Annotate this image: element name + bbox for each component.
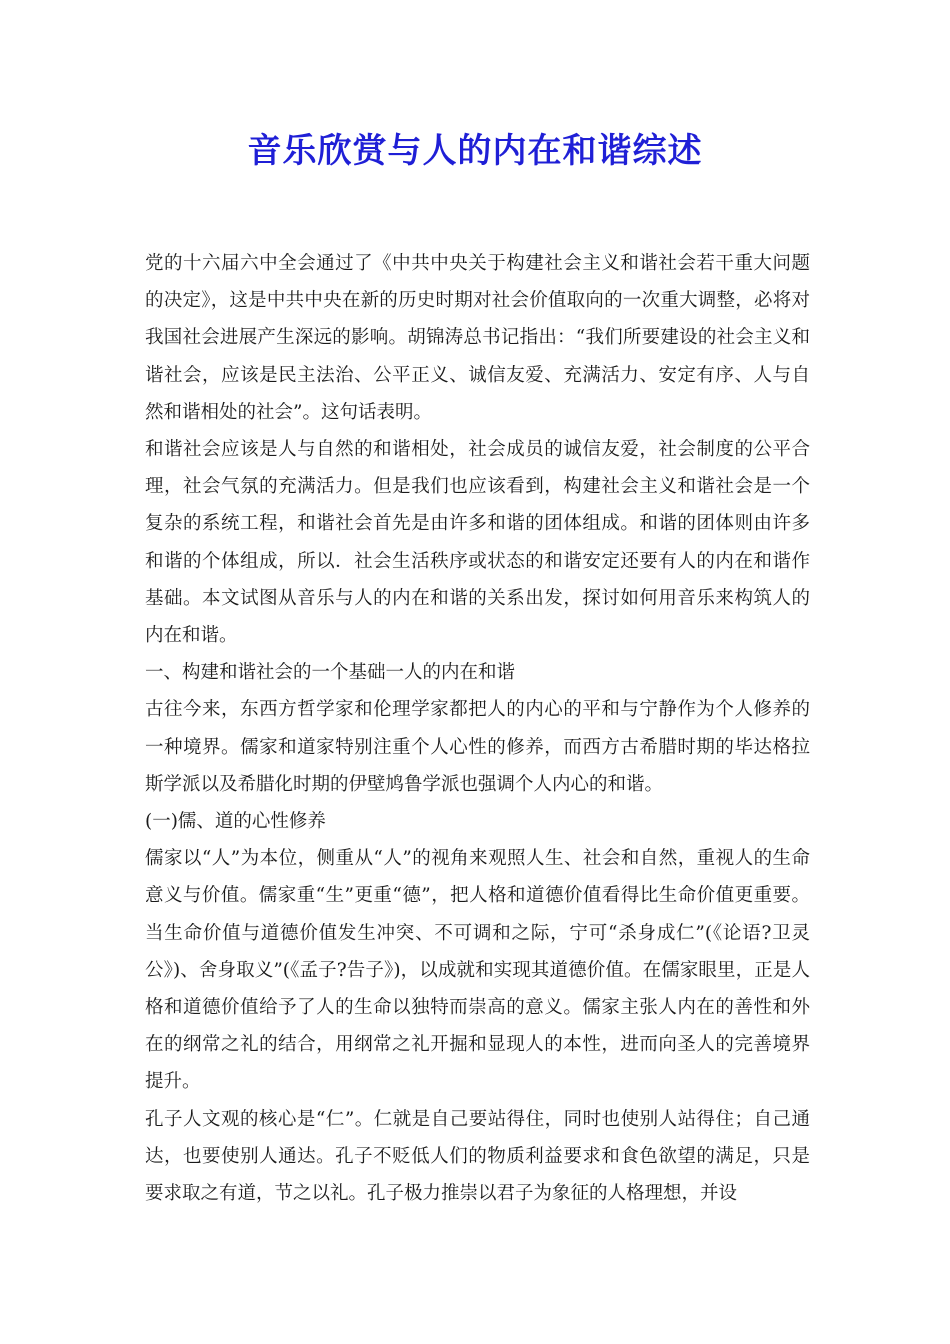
paragraph: 党的十六届六中全会通过了《中共中央关于构建社会主义和谐社会若干重大问题的决定》，这是中共中央在新的历史时期对社会价值取向的一次重大调整，必将对我国社会进展产生深远的影响。胡锦涛总书记指出：“我们所要建设的社会主义和谐社会，应该是民主法治、公平正义、诚信友爱、充满活力、安定有序、人与自然和谐相处的社会”。这句话表明。 bbox=[145, 253, 810, 423]
subsection-heading: (一)儒、道的心性修养 bbox=[145, 811, 326, 833]
paragraph: 古往今来，东西方哲学家和伦理学家都把人的内心的平和与宁静作为个人修养的一种境界。儒家和道家特别注重个人心性的修养，而西方古希腊时期的毕达格拉斯学派以及希腊化时期的伊壁鸠鲁学派也强调个人内心的和谐。 bbox=[145, 699, 810, 795]
paragraph: 孔子人文观的核心是“仁”。仁就是自己要站得住，同时也使别人站得住；自己通达，也要使别人通达。孔子不贬低人们的物质利益要求和食色欲望的满足，只是要求取之有道，节之以礼。孔子极力推崇以君子为象征的人格理想，并设 bbox=[145, 1108, 810, 1205]
paragraph: 儒家以“人”为本位，侧重从“人”的视角来观照人生、社会和自然，重视人的生命意义与价值。儒家重“生”更重“德”，把人格和道德价值看得比生命价值更重要。当生命价值与道德价值发生冲突、不可调和之际，宁可“杀身成仁”(《论语?卫灵公》)、舍身取义”(《孟子?告子》)，以成就和实现其道德价值。在儒家眼里，正是人格和道德价值给予了人的生命以独特而崇高的意义。儒家主张人内在的善性和外在的纲常之礼的结合，用纲常之礼开掘和显现人的本性，进而向圣人的完善境界提升。 bbox=[145, 848, 810, 1093]
paragraph: 和谐社会应该是人与自然的和谐相处，社会成员的诚信友爱，社会制度的公平合理，社会气氛的充满活力。但是我们也应该看到，构建社会主义和谐社会是一个复杂的系统工程，和谐社会首先是由许多和谐的团体组成。和谐的团体则由许多和谐的个体组成，所以．社会生活秩序或状态的和谐安定还要有人的内在和谐作基础。本文试图从音乐与人的内在和谐的关系出发，探讨如何用音乐来构筑人的内在和谐。 bbox=[145, 439, 810, 647]
document-title: 音乐欣赏与人的内在和谐综述 bbox=[247, 131, 703, 171]
section-heading: 一、构建和谐社会的一个基础一人的内在和谐 bbox=[145, 662, 516, 684]
document-body bbox=[145, 245, 810, 1212]
